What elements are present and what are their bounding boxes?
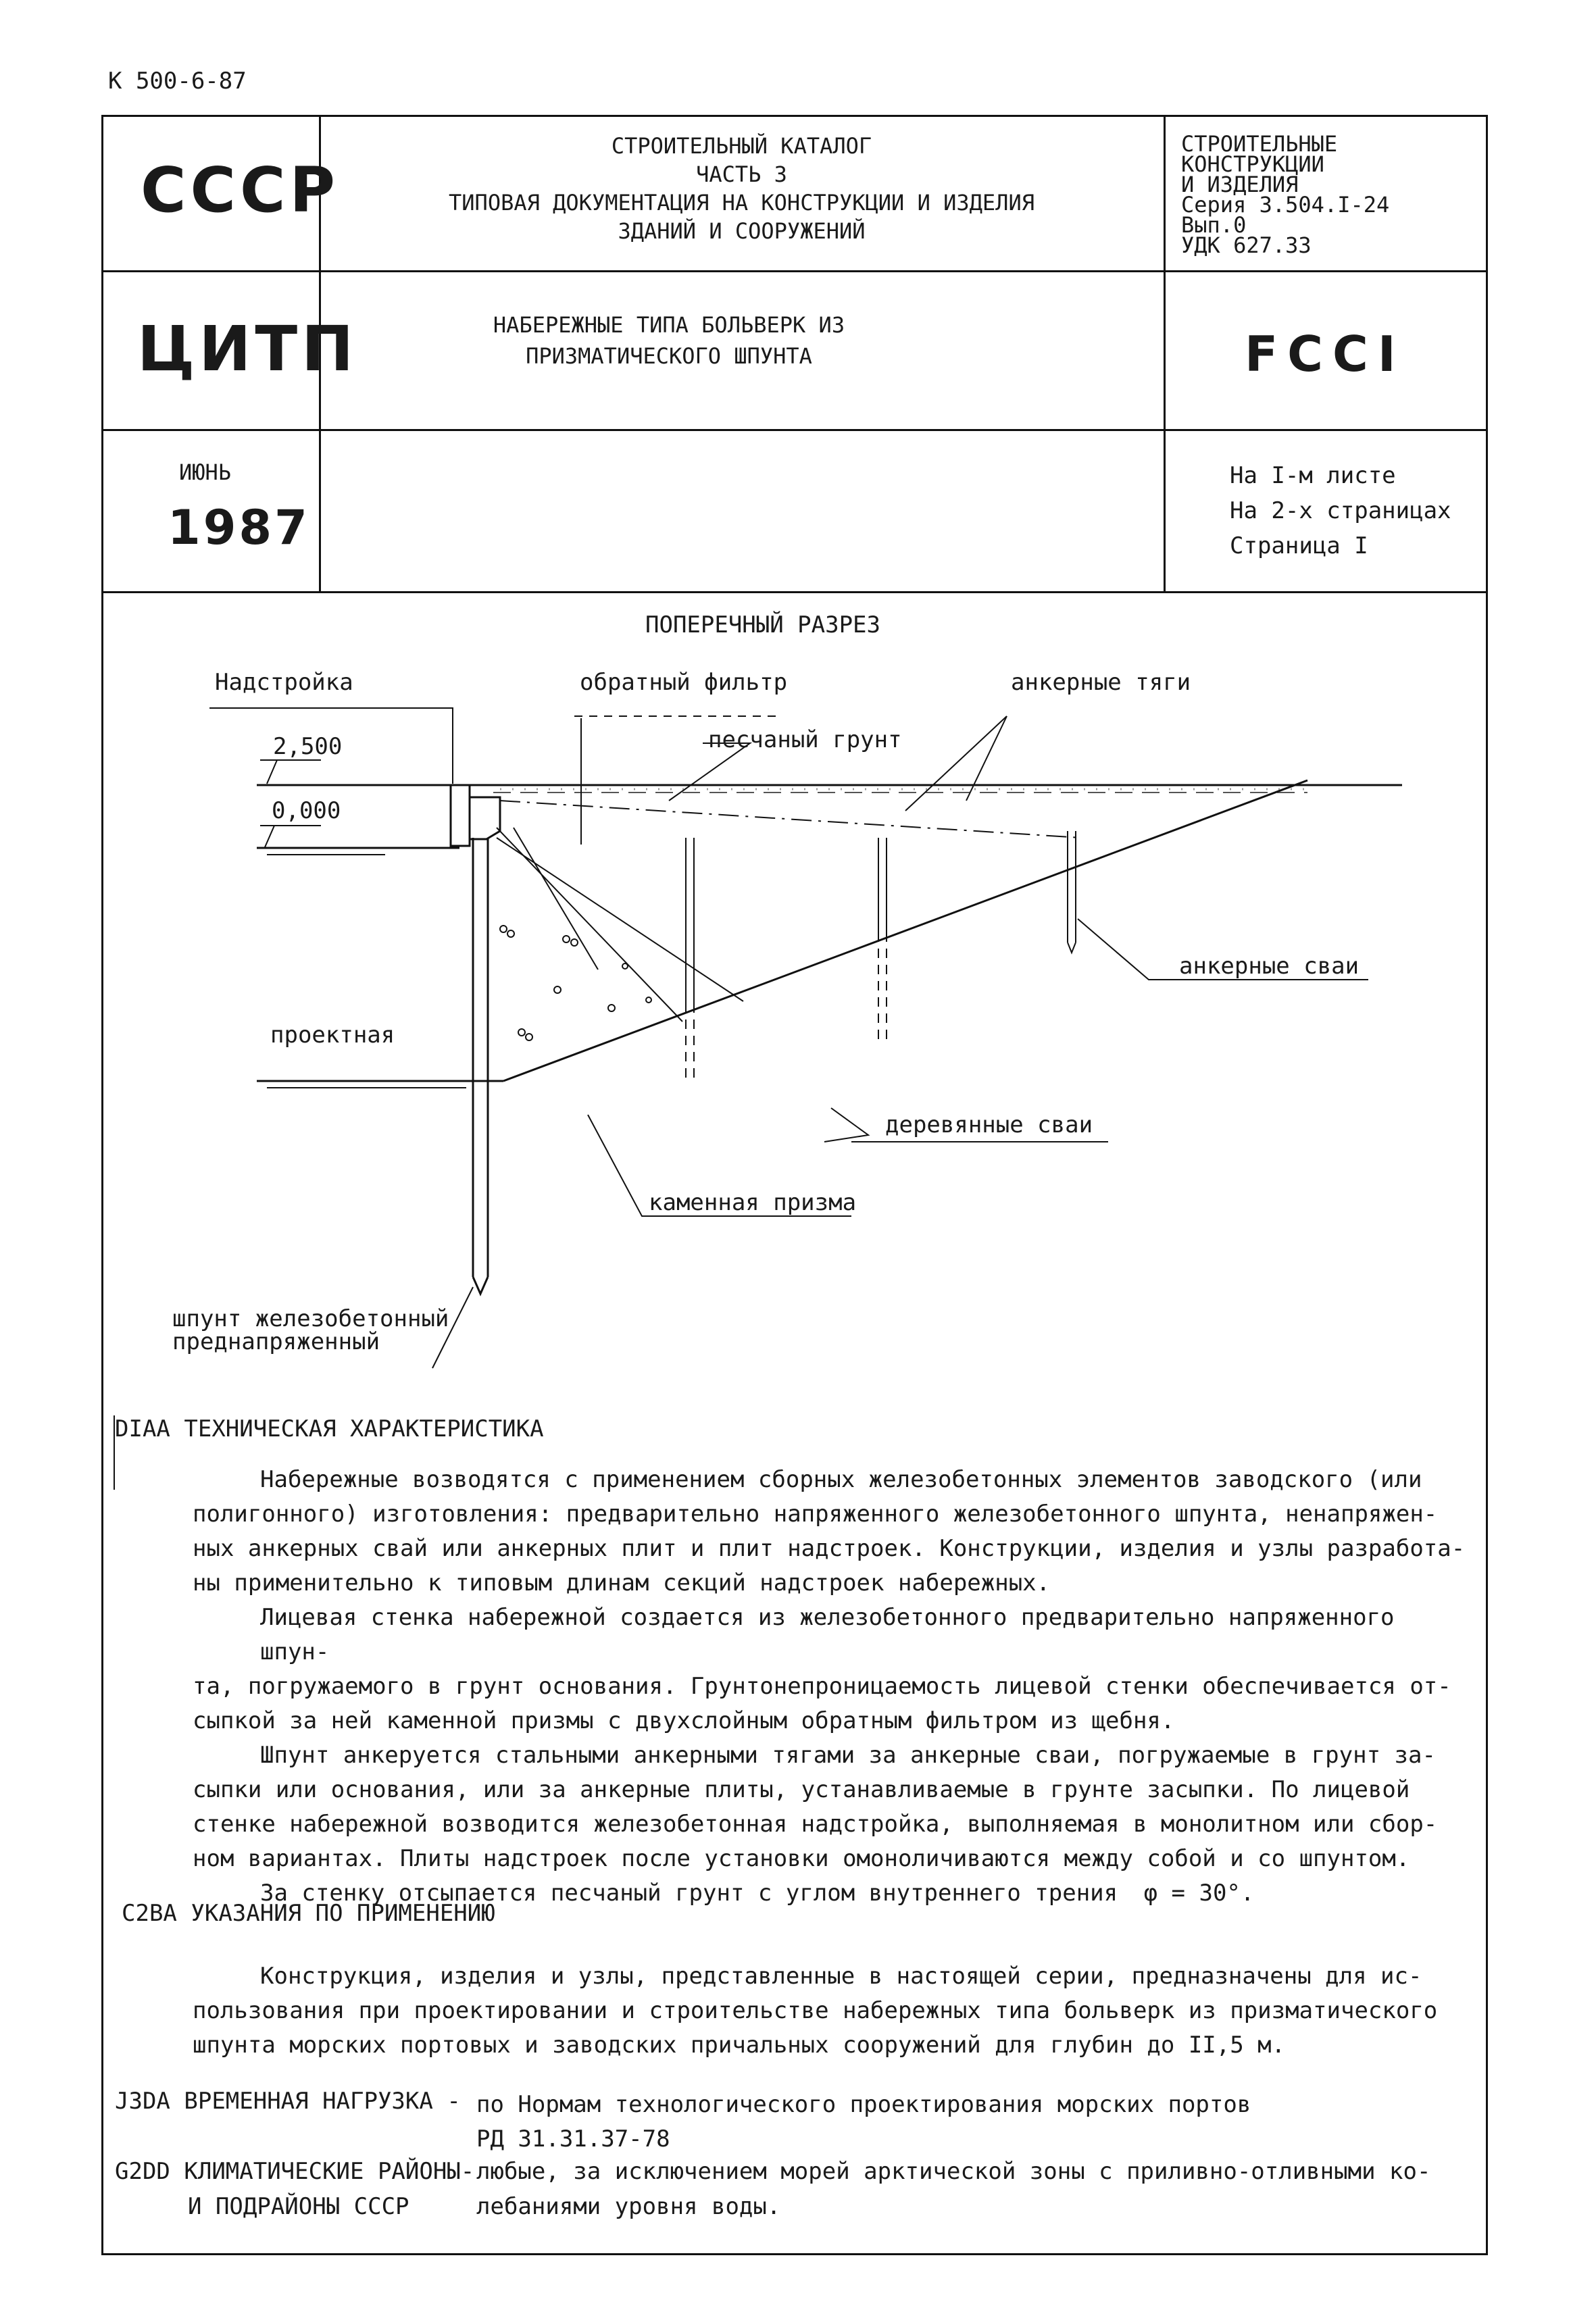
tech-line: ны применительно к типовым длинам секций надстроек набережных. [193, 1569, 1051, 1596]
tech-line: та, погружаемого в грунт основания. Грунтонепроницаемость лицевой стенки обеспечивается от- [193, 1673, 1451, 1700]
drawing-title: ПОПЕРЕЧНЫЙ РАЗРЕЗ [645, 611, 880, 638]
catalog-line: ЧАСТЬ 3 [696, 161, 787, 187]
label-anchor-piles: анкерные сваи [1179, 953, 1360, 980]
label-sheet-pile-line: шпунт железобетонный [172, 1305, 449, 1332]
series-line: Вып.0 [1181, 212, 1247, 238]
label-elevation-zero: 0,000 [272, 797, 341, 824]
org-citp: ЦИТП [137, 313, 358, 385]
label-return-filter: обратный фильтр [580, 669, 788, 696]
load-section-dash: - [447, 2088, 461, 2115]
tech-line: полигонного) изготовления: предварительно напряженного железобетонного шпунта, ненапряжен- [193, 1501, 1438, 1528]
usage-section-heading [122, 1900, 495, 1927]
tech-line: сыпки или основания, или за анкерные плиты, устанавливаемые в грунте засыпки. По лицевой [193, 1776, 1410, 1803]
usage-line: Конструкция, изделия и узлы, представленные в настоящей серии, предназначены для ис- [260, 1963, 1422, 1990]
sheet-info-line: Страница I [1230, 532, 1368, 559]
climate-line: лебаниями уровня воды. [476, 2193, 781, 2220]
classification-code: FCCI [1245, 326, 1405, 382]
series-line: УДК 627.33 [1181, 232, 1312, 258]
title-line: НАБЕРЕЖНЫЕ ТИПА БОЛЬВЕРК ИЗ [493, 312, 845, 338]
label-wooden-piles: деревянные сваи [885, 1111, 1093, 1138]
issue-month: ИЮНЬ [179, 459, 232, 485]
load-line: РД 31.31.37-78 [476, 2126, 670, 2153]
anchor-rod [500, 801, 1081, 838]
document-code: К 500-6-87 [108, 68, 247, 95]
elevation-tick-zero [265, 826, 274, 847]
slope-line [503, 780, 1307, 1081]
org-ussr: СССР [141, 154, 339, 226]
climate-text [476, 2154, 1476, 2224]
usage-line: пользования при проектировании и строительстве набережных типа больверк из призматического [193, 1997, 1438, 2024]
label-sand-soil: песчаный грунт [708, 726, 902, 753]
label-sheet-pile [172, 1307, 449, 1353]
usage-paragraph [193, 1959, 1476, 2063]
sheet-info-line: На I-м листе [1230, 462, 1396, 489]
elevation-tick-top [267, 760, 277, 784]
tech-line: Набережные возводятся с применением сборных железобетонных элементов заводского (или [260, 1466, 1422, 1493]
tech-paragraphs [193, 1463, 1476, 1911]
climate-line: любые, за исключением морей арктической зоны с приливно-отливными ко- [476, 2158, 1431, 2185]
climate-section-code: G2DD [115, 2158, 170, 2185]
superstructure-cap [470, 797, 500, 839]
catalog-line: ЗДАНИЙ И СООРУЖЕНИЙ [618, 218, 866, 244]
label-elevation-top: 2,500 [273, 733, 343, 760]
tech-line: Лицевая стенка набережной создается из железобетонного предварительно напряженного шпун- [260, 1604, 1395, 1665]
tech-line: стенке набережной возводится железобетонная надстройка, выполняемая в монолитном или сбор- [193, 1811, 1438, 1838]
series-line: И ИЗДЕЛИЯ [1181, 172, 1299, 197]
filter-layer-3 [514, 828, 598, 970]
title-line: ПРИЗМАТИЧЕСКОГО ШПУНТА [526, 343, 812, 369]
catalog-line: СТРОИТЕЛЬНЫЙ КАТАЛОГ [611, 133, 872, 159]
load-text [476, 2088, 1476, 2157]
filter-layer-2 [497, 828, 682, 1022]
series-line: КОНСТРУКЦИИ [1181, 151, 1324, 177]
usage-line: шпунта морских портовых и заводских причальных сооружений для глубин до II,5 м. [193, 2032, 1286, 2059]
tech-line: Шпунт анкеруется стальными анкерными тягами за анкерные сваи, погружаемые в грунт за- [260, 1742, 1436, 1769]
series-line: Серия 3.504.I-24 [1181, 192, 1390, 218]
tech-section-code: DIAA [115, 1415, 170, 1442]
load-section-title: ВРЕМЕННАЯ НАГРУЗКА [184, 2088, 433, 2115]
sheet-info-line: На 2-х страницах [1230, 497, 1451, 524]
climate-section-title-2: И ПОДРАЙОНЫ СССР [188, 2193, 409, 2220]
load-section-heading [115, 2088, 461, 2115]
issue-year: 1987 [168, 500, 310, 555]
catalog-line: ТИПОВАЯ ДОКУМЕНТАЦИЯ НА КОНСТРУКЦИИ И ИЗДЕЛИЯ [449, 190, 1034, 216]
load-line: по Нормам технологического проектирования морских портов [476, 2091, 1251, 2118]
label-design-level: проектная [270, 1022, 395, 1049]
usage-section-code: C2BA [122, 1900, 177, 1927]
climate-section-heading [115, 2154, 474, 2224]
usage-section-title: УКАЗАНИЯ ПО ПРИМЕНЕНИЮ [191, 1900, 495, 1927]
sheet-pile-tip [473, 1277, 488, 1294]
tech-line: ном вариантах. Плиты надстроек после установки омоноличиваются между собой и со шпунтом. [193, 1845, 1410, 1872]
load-section-code: J3DA [115, 2088, 170, 2115]
stone-prism-stones [500, 926, 651, 1040]
tech-line: сыпкой за ней каменной призмы с двухслойным обратным фильтром из щебня. [193, 1707, 1175, 1734]
tech-line: За стенку отсыпается песчаный грунт с углом внутреннего трения [260, 1880, 1118, 1907]
tech-section-heading [115, 1415, 544, 1442]
climate-section-title: КЛИМАТИЧЕСКИЕ РАЙОНЫ- [184, 2158, 475, 2185]
friction-angle: φ = 30°. [1143, 1880, 1255, 1907]
label-superstructure: Надстройка [215, 669, 353, 696]
tech-line: ных анкерных свай или анкерных плит и плит надстроек. Конструкции, изделия и узлы разработа- [193, 1535, 1466, 1562]
label-sheet-pile-line: преднапряженный [172, 1328, 380, 1355]
series-line: СТРОИТЕЛЬНЫЕ [1181, 131, 1338, 157]
tech-section-title: ТЕХНИЧЕСКАЯ ХАРАКТЕРИСТИКА [184, 1415, 544, 1442]
anchor-piles [686, 831, 1076, 1081]
label-anchor-rods: анкерные тяги [1011, 669, 1191, 696]
superstructure-block [451, 785, 470, 846]
label-stone-prism: каменная призма [649, 1189, 857, 1216]
